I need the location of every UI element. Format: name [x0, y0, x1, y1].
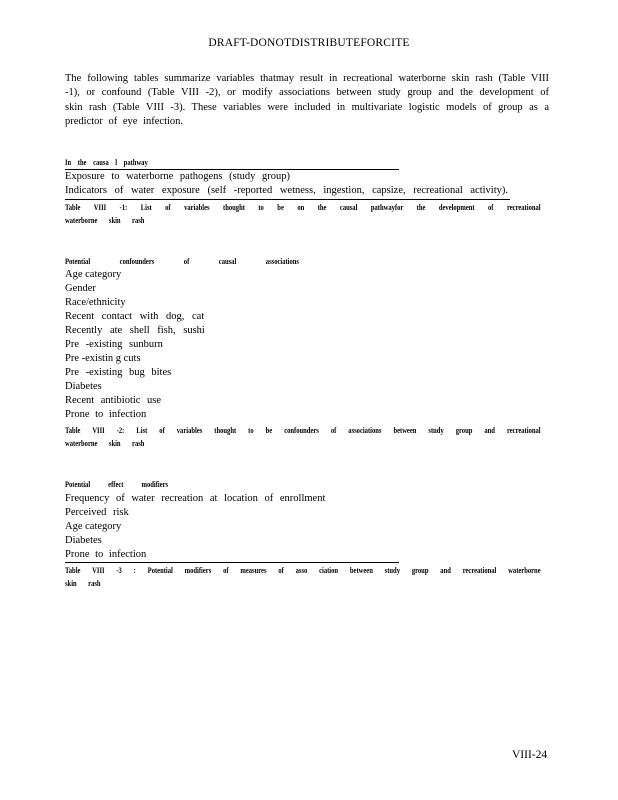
list-item: Age category	[65, 269, 122, 280]
section-heading-confounders: Potential confounders of causal associations	[65, 257, 299, 266]
list-item: Race/ethnicity	[65, 297, 126, 308]
table-caption-1: Table VIII -1: List of variables thought to be on the causal pathwayfor the development of recreational waterborne skin rash	[65, 203, 541, 225]
list-item: Recent antibiotic use	[65, 395, 162, 406]
list-item: Prone to infection	[65, 409, 147, 420]
list-item: Pre -existin g cuts	[65, 353, 141, 364]
list-item: Pre -existing bug bites	[65, 367, 172, 378]
table-caption-3: Table VIII -3 : Potential modifiers of measures of asso ciation between study group and recreational waterborne skin rash	[65, 566, 541, 588]
list-item: Exposure to waterborne pathogens (study group)	[65, 171, 290, 182]
list-item: Indicators of water exposure (self -reported wetness, ingestion, capsize, recreational activity).	[65, 185, 509, 196]
list-item: Frequency of water recreation at location of enrollment	[65, 493, 326, 504]
list-item: Recently ate shell fish, sushi	[65, 325, 205, 336]
list-item: Diabetes	[65, 535, 102, 546]
section-heading-modifiers: Potential effect modifiers	[65, 480, 169, 489]
list-item: Prone to infection	[65, 549, 147, 560]
list-item: Recent contact with dog, cat	[65, 311, 205, 322]
page-header: DRAFT-DONOTDISTRIBUTEFORCITE	[208, 37, 410, 49]
list-item: Diabetes	[65, 381, 102, 392]
intro-paragraph: The following tables summarize variables thatmay result in recreational waterborne skin rash (Table VIII -1), or confound (Table VIII -2), or modify associations between study group and the development of skin rash (Table VIII -3). These variables were included in multivariate logistic models of group as a predictor of eye infection.	[65, 73, 549, 127]
rule-line	[65, 562, 399, 563]
page-number: VIII-24	[512, 749, 548, 761]
list-item: Gender	[65, 283, 96, 294]
table-caption-2: Table VIII -2: List of variables thought to be confounders of associations between study group and recreational waterborne skin rash	[65, 426, 541, 448]
list-item: Age category	[65, 521, 122, 532]
rule-line	[65, 199, 510, 200]
list-item: Perceived risk	[65, 507, 129, 518]
list-item: Pre -existing sunburn	[65, 339, 163, 350]
section-heading-causal: In the causa l pathway	[65, 158, 148, 167]
